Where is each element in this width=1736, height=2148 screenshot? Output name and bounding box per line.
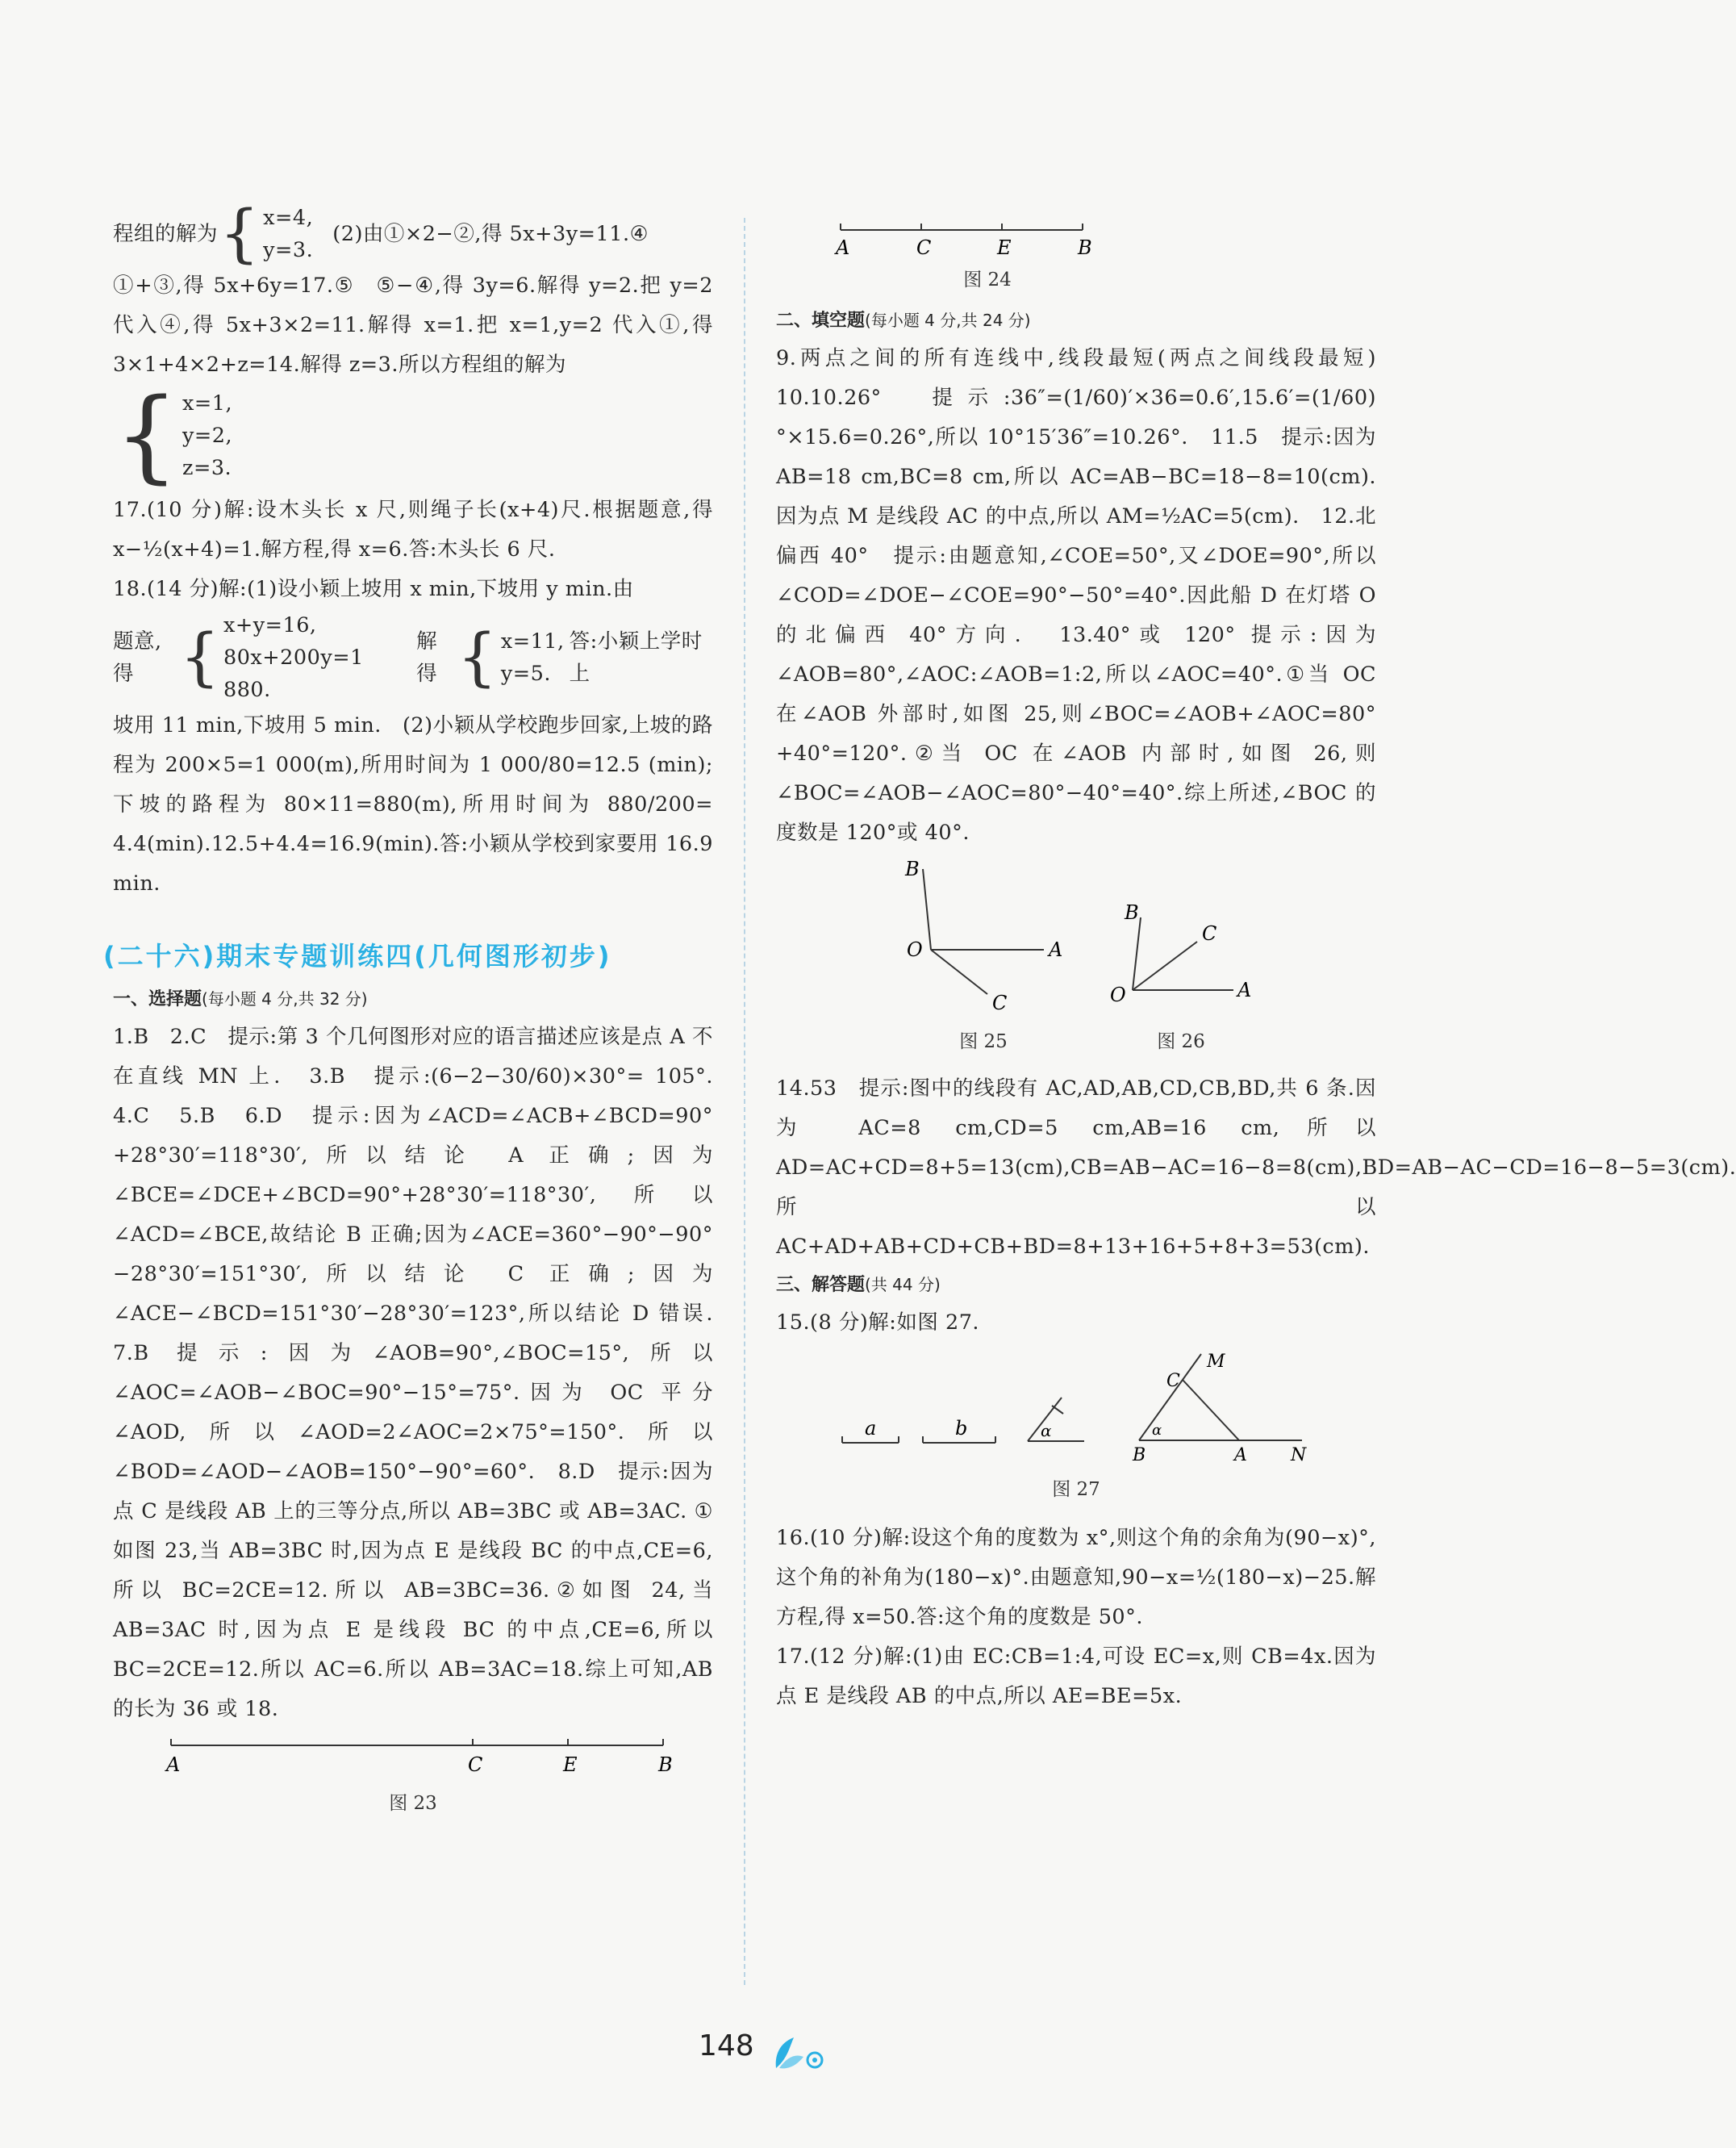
label-e: E [997,236,1012,259]
eq-line: x=11, [500,629,565,654]
eq-line: 80x+200y=1 880. [223,646,364,702]
q16-text-start: 程组的解为 [113,222,219,246]
figure-23 [139,1734,687,1782]
q16-text-end: (2)由①×2−②,得 5x+3y=11.④ [332,222,649,246]
label-b: B [1078,236,1092,259]
label-a: A [166,1753,181,1776]
figure-24-caption: 图 24 [963,270,1012,290]
figure-27 [834,1348,1318,1469]
equation-system-2 [182,387,232,484]
label-b-segment: b [955,1417,968,1440]
q14-paragraph: 14.53 提示:图中的线段有 AC,AD,AB,CD,CB,BD,共 6 条.因为 AC=8 cm,CD=5 cm,AB=16 cm,所以 AD=AC+CD=8+5=13(cm),CB=AB−AC=16−8=8(cm),BD=AB−AC−CD=16−8−5=3(cm).所以 AC+AD+AB+CD+CB+BD=8+13+16+5+8+3=53(cm). [776,1076,1736,1259]
section-title: (二十六)期末专题训练四(几何图形初步) [103,941,612,972]
label-b: B [658,1753,673,1776]
subhead-label: 二、填空题 [776,311,866,331]
eq-line: x=4, [263,206,314,230]
text: 答:小颖上学时上 [569,629,703,686]
label-a: A [1237,979,1252,1001]
q16-system-line [113,198,713,270]
subhead-label: 三、解答题 [776,1275,866,1295]
figure-26-caption: 图 26 [1157,1031,1205,1052]
text: 解得 [416,629,438,686]
label-c: C [1202,922,1217,945]
q16-paragraph: ①+③,得 5x+6y=17.⑤ ⑤−④,得 3y=6.解得 y=2.把 y=2 代入④,得 5x+3×2=11.解得 x=1.把 x=1,y=2 代入①,得 3×1+4×2+z=14.解得 z=3.所以方程组的解为 [113,274,713,377]
figures-25-26 [776,858,1376,1058]
label-b: B [1125,901,1139,924]
figure-26-wrap [1100,861,1262,1058]
label-a: A [836,236,850,259]
label-c: C [468,1753,483,1776]
equation-system-3 [223,609,405,706]
label-b: B [905,858,920,880]
right-column [776,214,1736,1716]
figure-23-caption: 图 23 [389,1793,437,1814]
label-alpha-2: α [1152,1422,1162,1439]
page-footer [0,2029,1554,2078]
label-a-segment: a [865,1417,877,1440]
q17-paragraph: 17.(12 分)解:(1)由 EC:CB=1:4,可设 EC=x,则 CB=4x.因为点 E 是线段 AB 的中点,所以 AE=BE=5x. [776,1644,1376,1708]
q18-paragraph: 坡用 11 min,下坡用 5 min. (2)小颖从学校跑步回家,上坡的路程为 200×5=1 000(m),所用时间为 1 000/80=12.5 (min);下坡的路程为 80×11=880(m),所用时间为 880/200= 4.4(min).12.5+4.4=16.9(min).答:小颖从学校到家要用 16.9 min. [113,713,713,896]
solution-system-line [113,377,713,494]
q18-system-line [113,609,713,706]
eq-line: x=1, [182,391,233,416]
left-column [103,198,735,1820]
label-a: A [1049,938,1063,961]
figure-25-wrap [891,858,1076,1058]
q16-paragraph: 16.(10 分)解:设这个角的度数为 x°,则这个角的余角为(90−x)°,这个角的补角为(180−x)°.由题意知,90−x=½(180−x)−25.解方程,得 x=50.答:这个角的度数是 50°. [776,1526,1376,1629]
label-e: E [563,1753,578,1776]
label-alpha: α [1041,1421,1052,1440]
label-b-point: B [1133,1445,1146,1465]
subhead-fill [776,304,1376,337]
brace-symbol: { [219,198,261,270]
eq-line: y=5. [500,662,551,686]
eq-line: y=3. [263,238,314,262]
label-m: M [1207,1352,1225,1372]
brace-symbol: { [457,621,498,694]
fill-in-answers: 9.两点之间的所有连线中,线段最短(两点之间线段最短) 10.10.26° 提示:36″=(1/60)′×36=0.6′,15.6′=(1/60)°×15.6=0.26°,所以 10°15′36″=10.26°. 11.5 提示:因为 AB=18 cm,BC=8 cm,所以 AC=AB−BC=18−8=10(cm).因为点 M 是线段 AC 的中点,所以 AM=½AC=5(cm). 12.北偏西 40° 提示:由题意知,∠COE=50°,又∠DOE=90°,所以∠COD=∠DOE−∠COE=90°−50°=40°.因此船 D 在灯塔 O 的北偏西 40°方向. 13.40°或 120° 提示:因为∠AOB=80°,∠AOC:∠AOB=1:2,所以∠AOC=40°.①当 OC 在∠AOB 外部时,如图 25,则∠BOC=∠AOB+∠AOC=80°+40°=120°.②当 OC 在∠AOB 内部时,如图 26,则∠BOC=∠AOB−∠AOC=80°−40°=40°.综上所述,∠BOC 的度数是 120°或 40°. [776,346,1398,845]
subhead-note: (共 44 分) [865,1275,941,1294]
text: 题意,得 [113,629,162,686]
multiple-choice-answers: 1.B 2.C 提示:第 3 个几何图形对应的语言描述应该是点 A 不在直线 MN 上. 3.B 提示:(6−2−30/60)×30°= 105°. 4.C 5.B 6.D 提示:因为∠ACD=∠ACB+∠BCD=90°+28°30′=118°30′,所以结论 A 正确;因为∠BCE=∠DCE+∠BCD=90°+28°30′=118°30′,所以∠ACD=∠BCE,故结论 B 正确;因为∠ACE=360°−90°−90°−28°30′=151°30′,所以结论 C 正确;因为∠ACE−∠BCD=151°30′−28°30′=123°,所以结论 D 错误. 7.B 提示:因为∠AOB=90°,∠BOC=15°,所以∠AOC=∠AOB−∠BOC=90°−15°=75°.因为 OC 平分∠AOD,所以∠AOD=2∠AOC=2×75°=150°.所以∠BOD=∠AOD−∠AOB=150°−90°=60°. 8.D 提示:因为点 C 是线段 AB 上的三等分点,所以 AB=3BC 或 AB=3AC. ①如图 23,当 AB=3BC 时,因为点 E 是线段 BC 的中点,CE=6,所以 BC=2CE=12.所以 AB=3BC=36.②如图 24,当 AB=3AC 时,因为点 E 是线段 BC 的中点,CE=6,所以 BC=2CE=12.所以 AC=6.所以 AB=3AC=18.综上可知,AB 的长为 36 或 18. [113,1025,735,1721]
q15-paragraph: 15.(8 分)解:如图 27. [776,1310,980,1335]
eq-line: x+y=16, [223,613,317,637]
figure-27-caption: 图 27 [1052,1479,1100,1500]
brace-symbol: { [115,377,180,494]
column-divider [744,218,745,1985]
figure-24 [824,219,1099,259]
eq-line: z=3. [182,455,232,480]
subhead-solve [776,1268,1376,1302]
figure-25-caption: 图 25 [959,1031,1008,1052]
q17-paragraph: 17.(10 分)解:设木头长 x 尺,则绳子长(x+4)尺.根据题意,得 x−½(x+4)=1.解方程,得 x=6.答:木头长 6 尺. [113,498,713,562]
label-c: C [916,236,932,259]
label-c: C [992,992,1008,1014]
eq-line: y=2, [182,423,233,448]
figure-26 [1100,861,1262,1022]
label-c: C [1166,1371,1180,1391]
equation-system-1 [263,202,313,266]
subhead-note: (每小题 4 分,共 24 分) [865,311,1031,330]
figure-25 [891,858,1076,1022]
equation-system-4 [501,625,565,690]
brace-symbol: { [179,621,220,694]
q18-intro: 18.(14 分)解:(1)设小颖上坡用 x min,下坡用 y min.由 [113,577,634,601]
subhead-label: 一、选择题 [113,989,202,1009]
leaf-logo-icon [768,2033,833,2073]
page-number: 148 [699,2029,754,2062]
label-a-point: A [1234,1445,1247,1465]
label-n: N [1291,1445,1307,1465]
label-o: O [1110,984,1126,1006]
label-o: O [907,938,923,961]
subhead-choice [113,983,713,1016]
subhead-note: (每小题 4 分,共 32 分) [202,989,368,1009]
